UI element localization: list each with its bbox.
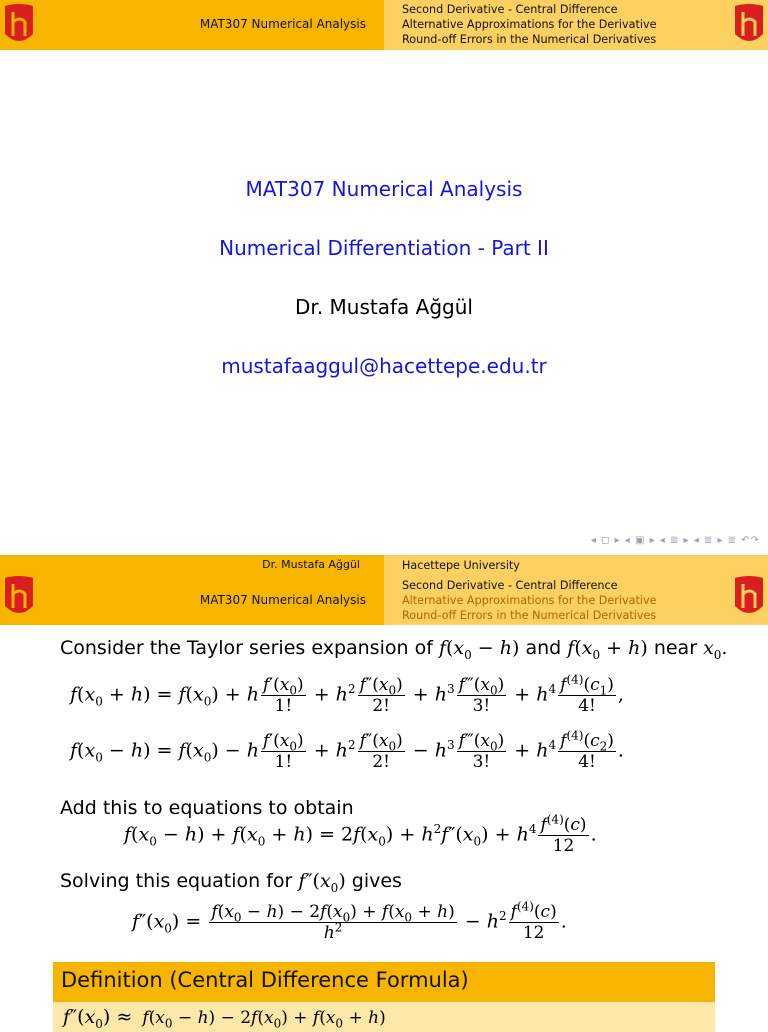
definition-title: Definition (Central Difference Formula) [61, 968, 469, 992]
section-nav-item[interactable]: Alternative Approximations for the Derivative [402, 594, 657, 607]
author-strip [0, 555, 768, 575]
taylor-forward-equation: $f(x_0 + h) = f(x_0) + h$ $\frac{f'(x_0)}{1!}$ + $h^2$ $\frac{f''(x_0)}{2!}$ + $h^3$ $\frac{f‴(x_0)}{3!}$ + $h^4$ $\frac{f^{(4)}(c_1)}{4!}$ , [70, 672, 624, 716]
hacettepe-logo-icon [2, 4, 36, 44]
intro-near: near [653, 637, 698, 659]
second-derivative-equation: $f''(x_0)$ = $\frac{f(x_0 - h) - 2f(x_0) + f(x_0 + h)}{h^2}$ − $h^2$ $\frac{f^{(4)}(c)}{12}$ . [132, 899, 567, 943]
hacettepe-logo-icon [732, 4, 766, 44]
section-nav-item-current[interactable]: Second Derivative - Central Difference [402, 579, 618, 592]
hacettepe-logo-icon [732, 576, 766, 616]
solve-text: Solving this equation for [60, 870, 293, 892]
definition-body [53, 1002, 715, 1032]
definition-header [53, 962, 715, 1002]
section-nav-item[interactable]: Alternative Approximations for the Derivative [402, 18, 657, 31]
intro-and: and [525, 637, 562, 659]
add-text: Add this to equations to obtain [60, 797, 354, 819]
section-nav-item[interactable]: Second Derivative - Central Difference [402, 3, 618, 16]
intro-line: Consider the Taylor series expansion of $f(x_0 - h)$ and $f(x_0 + h)$ near $x_0$. [60, 637, 728, 662]
hacettepe-logo-icon [2, 576, 36, 616]
taylor-backward-equation: $f(x_0 - h) = f(x_0) - h$ $\frac{f'(x_0)}{1!}$ + $h^2$ $\frac{f''(x_0)}{2!}$ − $h^3$ $\frac{f‴(x_0)}{3!}$ + $h^4$ $\frac{f^{(4)}(c_2)}{4!}$ . [70, 728, 624, 772]
author-short[interactable]: Dr. Mustafa Ağgül [262, 558, 360, 571]
header-course[interactable]: MAT307 Numerical Analysis [199, 17, 366, 31]
sum-equation: $f(x_0 - h) + f(x_0 + h) = 2f(x_0) + h^2f''(x_0) + h^4$ $\frac{f^{(4)}(c)}{12}$ . [124, 812, 597, 856]
solve-line: Solving this equation for $f''(x_0)$ gives [60, 870, 402, 895]
central-difference-formula: $f''(x_0)$ ≈ $f(x_0 - h) - 2f(x_0) + f(x_0 + h)$ [63, 1006, 386, 1031]
section-nav-item[interactable]: Round-off Errors in the Numerical Derivatives [402, 609, 657, 622]
section-nav-item[interactable]: Round-off Errors in the Numerical Derivatives [402, 33, 657, 46]
beamer-navigation-icons[interactable]: ◂ ◻ ▸ ◂ ▣ ▸ ◂ ≣ ▸ ◂ ≣ ▸ ≣ ↶↷ [590, 535, 760, 546]
author-name: Dr. Mustafa Ağgül [295, 295, 473, 319]
course-title: MAT307 Numerical Analysis [245, 177, 523, 201]
solve-gives: gives [351, 870, 402, 892]
intro-text: Consider the Taylor series expansion of [60, 637, 433, 659]
email-link[interactable]: mustafaaggul@hacettepe.edu.tr [221, 354, 547, 378]
institute-name[interactable]: Hacettepe University [402, 559, 520, 572]
lecture-subtitle: Numerical Differentiation - Part II [219, 236, 549, 260]
header-course[interactable]: MAT307 Numerical Analysis [199, 593, 366, 607]
